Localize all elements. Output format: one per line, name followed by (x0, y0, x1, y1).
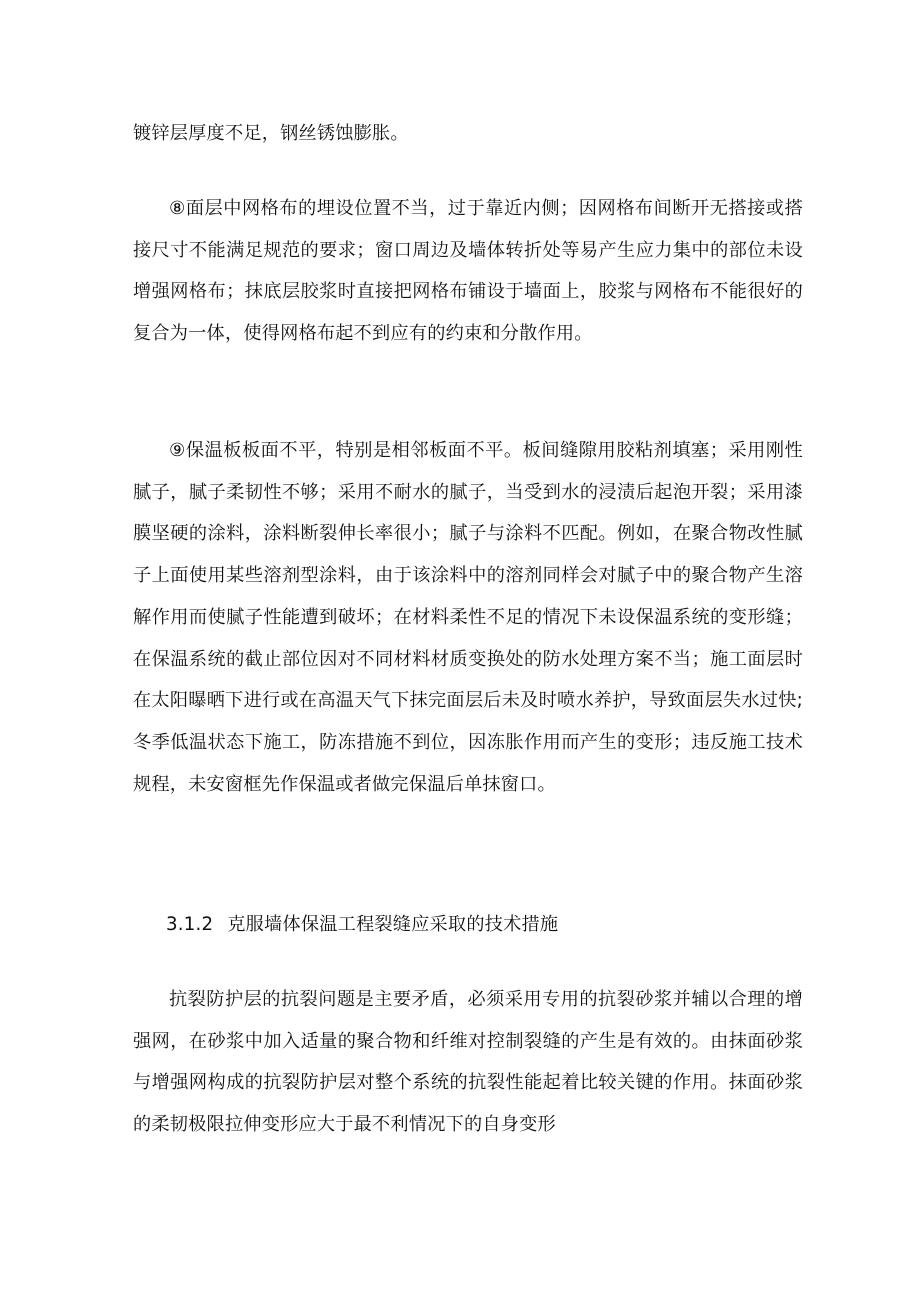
paragraph-crack-resistant-layer: 抗裂防护层的抗裂问题是主要矛盾，必须采用专用的抗裂砂浆并辅以合理的增强网，在砂浆中加入适量的聚合物和纤维对控制裂缝的产生是有效的。由抹面砂浆与增强网构成的抗裂防护层对整个系统的抗裂性能起着比较关键的作用。抹面砂浆的柔韧极限拉伸变形应大于最不利情况下的自身变形 (133, 989, 803, 1136)
paragraph-item-8-mesh-placement: ⑧面层中网格布的埋设位置不当，过于靠近内侧；因网格布间断开无搭接或搭接尺寸不能满足规范的要求；窗口周边及墙体转折处等易产生应力集中的部位未设增强网格布；抹底层胶浆时直接把网格布铺设于墙面上，胶浆与网格布不能很好的复合为一体，使得网格布起不到应有的约束和分散作用。 (133, 198, 803, 345)
section-number: 3.1.2 (166, 914, 214, 935)
paragraph-galvanized-thickness: 镀锌层厚度不足，钢丝锈蚀膨胀。 (133, 123, 409, 144)
section-title: 克服墙体保温工程裂缝应采取的技术措施 (227, 914, 559, 935)
section-heading (166, 904, 558, 946)
paragraph-item-9-board-unevenness: ⑨保温板板面不平，特别是相邻板面不平。板间缝隙用胶粘剂填塞；采用刚性腻子，腻子柔韧性不够；采用不耐水的腻子，当受到水的浸渍后起泡开裂；采用漆膜坚硬的涂料，涂料断裂伸长率很小；腻子与涂料不匹配。例如，在聚合物改性腻子上面使用某些溶剂型涂料，由于该涂料中的溶剂同样会对腻子中的聚合物产生溶解作用而使腻子性能遭到破坏；在材料柔性不足的情况下未设保温系统的变形缝；在保温系统的截止部位因对不同材料材质变换处的防水处理方案不当；施工面层时在太阳曝晒下进行或在高温天气下抹完面层后未及时喷水养护，导致面层失水过快;冬季低温状态下施工，防冻措施不到位，因冻胀作用而产生的变形；违反施工技术规程，未安窗框先作保温或者做完保温后单抹窗口。 (133, 440, 803, 795)
